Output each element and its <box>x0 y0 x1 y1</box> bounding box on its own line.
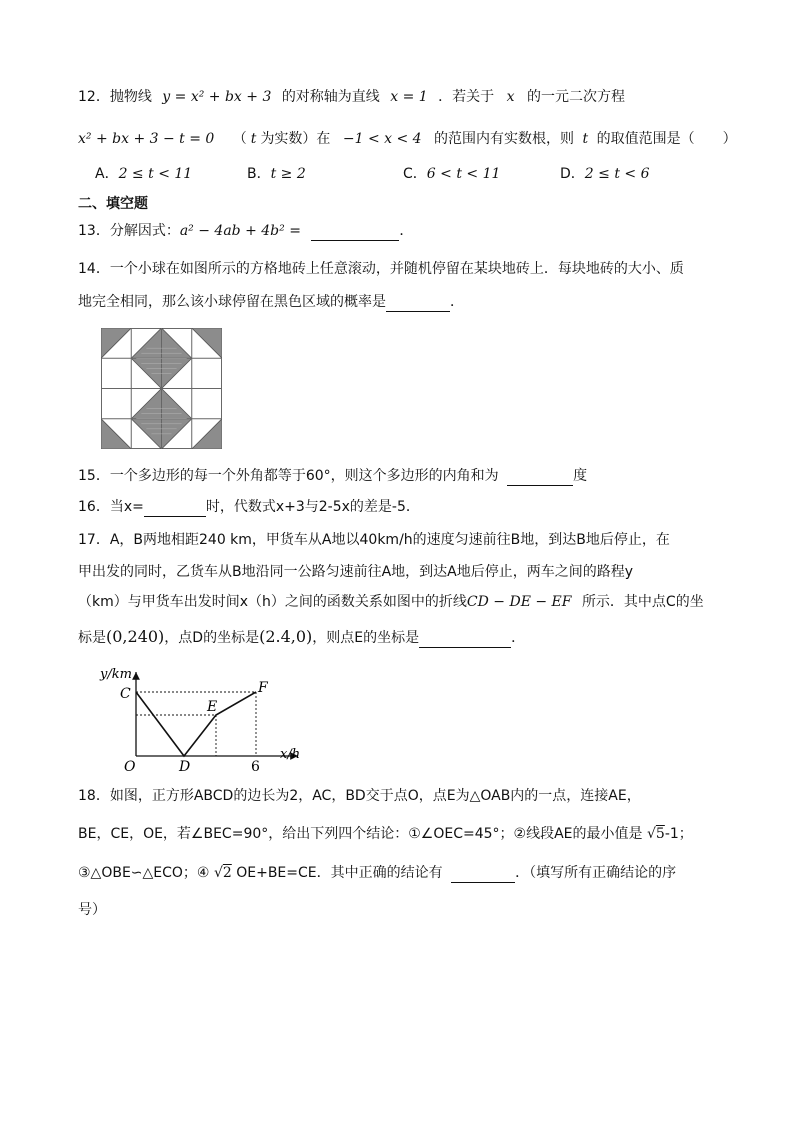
q12-option-c: C．6 < t < 11 <box>403 166 501 182</box>
q18-line3: ③△OBE∽△ECO；④ √2 OE+BE=CE．其中正确的结论有 ．（填写所有正确结论的序 <box>78 865 677 881</box>
point-d-coordinates: (2.4,0) <box>259 627 313 646</box>
q16: 16．当x= 时，代数式x+3与2-5x的差是-5． <box>78 499 420 515</box>
q15-answer-blank[interactable] <box>507 469 573 486</box>
q12-axis-formula: x = 1 <box>390 89 428 105</box>
graph-ylabel: y/km <box>100 667 132 682</box>
graph-label-d: D <box>179 759 191 775</box>
q17-line4: 标是(0,240)，点D的坐标是(2.4,0)，则点E的坐标是 ． <box>78 627 526 646</box>
q12-line1: 12．抛物线 y = x² + bx + 3 的对称轴为直线 x = 1 ．若关于 x 的一元二次方程 <box>78 89 625 105</box>
q13-answer-blank[interactable] <box>311 224 399 241</box>
q18-line4: 号） <box>78 902 106 918</box>
q12-number: 12． <box>78 89 110 105</box>
q18-line1: 18．如图，正方形ABCD的边长为2，AC，BD交于点O，点E为△OAB内的一点，连接AE， <box>78 788 641 804</box>
q13: 13．分解因式：a² − 4ab + 4b² = ． <box>78 223 414 239</box>
q15: 15．一个多边形的每一个外角都等于60°，则这个多边形的内角和为 度 <box>78 468 588 484</box>
section-heading: 二、填空题 <box>78 196 148 212</box>
q17-answer-blank[interactable] <box>419 631 511 648</box>
q12-parabola-formula: y = x² + bx + 3 <box>162 89 272 105</box>
graph-label-6: 6 <box>251 759 260 775</box>
graph-label-o: O <box>124 759 136 775</box>
graph-label-c: C <box>120 686 131 702</box>
q14-answer-blank[interactable] <box>386 295 450 312</box>
q14-line1: 14．一个小球在如图所示的方格地砖上任意滚动，并随机停留在某块地砖上．每块地砖的大小、质 <box>78 261 684 277</box>
graph-xlabel: x/h <box>280 747 301 762</box>
q17-line2: 甲出发的同时，乙货车从B地沿同一公路匀速前往A地，到达A地后停止，两车之间的路程y <box>78 564 634 580</box>
q13-expression: a² − 4ab + 4b² = <box>179 223 301 239</box>
q12-equation: x² + bx + 3 − t = 0 <box>78 131 215 147</box>
q14-line2: 地完全相同，那么该小球停留在黑色区域的概率是 ． <box>78 294 464 310</box>
q12-option-b: B．t ≥ 2 <box>247 166 306 182</box>
sqrt-5: √5 <box>646 826 665 842</box>
q18-answer-blank[interactable] <box>451 866 515 883</box>
q17-line3: （km）与甲货车出发时间x（h）之间的函数关系如图中的折线CD − DE − EF 所示．其中点C的坐 <box>78 594 704 610</box>
graph-label-f: F <box>258 680 268 696</box>
q18-line2: BE，CE，OE，若∠BEC=90°，给出下列四个结论：①∠OEC=45°；②线段AE的最小值是 √5-1； <box>78 826 693 842</box>
q12-option-d: D．2 ≤ t < 6 <box>560 166 650 182</box>
point-c-coordinates: (0,240) <box>106 627 165 646</box>
distance-time-graph <box>98 660 318 775</box>
q12-option-a: A．2 ≤ t < 11 <box>95 166 193 182</box>
polyline-cd-de-ef <box>136 692 256 756</box>
graph-label-e: E <box>207 699 218 715</box>
sqrt-2: √2 <box>213 865 232 881</box>
q16-answer-blank[interactable] <box>144 500 206 517</box>
q17-line1: 17．A，B两地相距240 km，甲货车从A地以40km/h的速度匀速前往B地，到达B地后停止，在 <box>78 532 670 548</box>
q12-line2: x² + bx + 3 − t = 0 （ t 为实数）在 −1 < x < 4 的范围内有实数根，则 t 的取值范围是（ ） <box>78 131 737 147</box>
q17-polyline-label: CD − DE − EF <box>466 594 572 610</box>
tile-grid-figure <box>101 328 222 449</box>
q12-range: −1 < x < 4 <box>342 131 422 147</box>
